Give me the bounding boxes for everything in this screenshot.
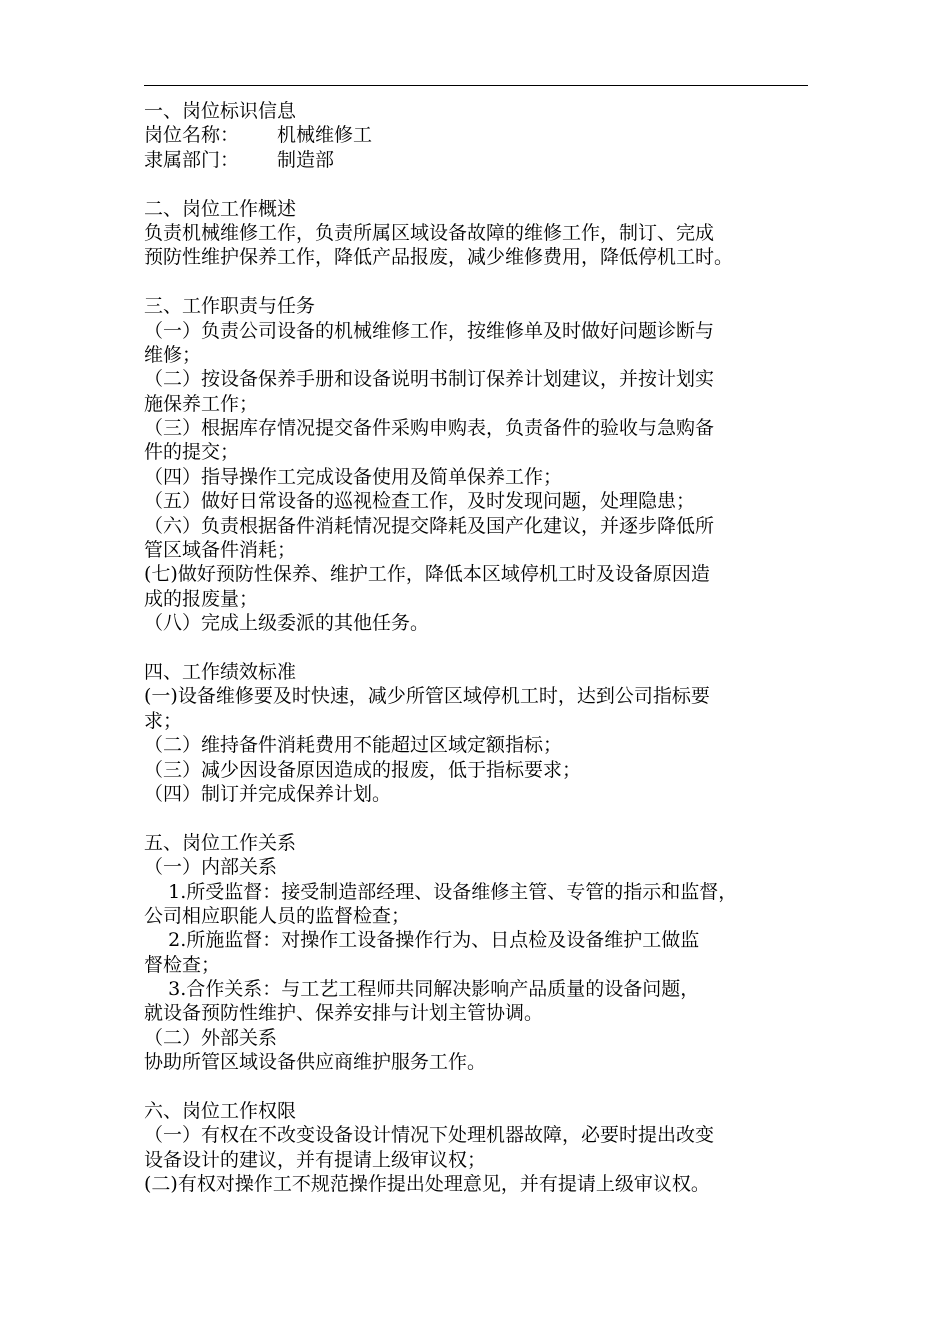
paragraph-line: 求；: [144, 709, 183, 732]
paragraph-line: （五）做好日常设备的巡视检查工作，及时发现问题，处理隐患；: [144, 490, 696, 513]
paragraph-line: （八）完成上级委派的其他任务。: [144, 612, 430, 635]
paragraph-line: （一）负责公司设备的机械维修工作，按维修单及时做好问题诊断与: [144, 319, 715, 342]
section-heading: 二、岗位工作概述: [144, 197, 297, 220]
paragraph-line: 就设备预防性维护、保养安排与计划主管协调。: [144, 1002, 544, 1025]
paragraph-line: 成的报废量；: [144, 587, 259, 610]
paragraph-line: （三）根据库存情况提交备件采购申购表，负责备件的验收与急购备: [144, 417, 715, 440]
paragraph-line: （六）负责根据备件消耗情况提交降耗及国产化建议，并逐步降低所: [144, 514, 715, 537]
section-heading: 五、岗位工作关系: [144, 831, 297, 854]
document-body: [144, 99, 808, 1197]
position-name-row: [144, 123, 808, 147]
paragraph-line: 件的提交；: [144, 441, 240, 464]
paragraph-line: (二)有权对操作工不规范操作提出处理意见，并有提请上级审议权。: [144, 1173, 710, 1196]
paragraph-line: 1.所受监督：接受制造部经理、设备维修主管、专管的指示和监督，: [144, 880, 738, 903]
paragraph-line: (一)设备维修要及时快速，减少所管区域停机工时，达到公司指标要: [144, 685, 710, 708]
paragraph-line: （二）维持备件消耗费用不能超过区域定额指标；: [144, 734, 563, 757]
paragraph-line: （一）有权在不改变设备设计情况下处理机器故障，必要时提出改变: [144, 1124, 715, 1147]
paragraph-line: （四）指导操作工完成设备使用及简单保养工作；: [144, 465, 563, 488]
position-name-value: 机械维修工: [277, 124, 373, 147]
paragraph-line: （四）制订并完成保养计划。: [144, 782, 392, 805]
paragraph-line: 2.所施监督：对操作工设备操作行为、日点检及设备维护工做监: [144, 929, 700, 952]
paragraph-line: 施保养工作；: [144, 392, 259, 415]
paragraph-line: （二）外部关系: [144, 1026, 278, 1049]
department-row: [144, 148, 808, 172]
section-heading: 四、工作绩效标准: [144, 660, 297, 683]
department-label: 隶属部门：: [144, 148, 240, 171]
section-heading: 三、工作职责与任务: [144, 295, 316, 318]
paragraph-line: (七)做好预防性保养、维护工作，降低本区域停机工时及设备原因造: [144, 563, 710, 586]
paragraph-line: 3.合作关系：与工艺工程师共同解决影响产品质量的设备问题，: [144, 978, 700, 1001]
paragraph-line: 维修；: [144, 343, 202, 366]
paragraph-line: 负责机械维修工作，负责所属区域设备故障的维修工作，制订、完成: [144, 221, 715, 244]
position-name-label: 岗位名称：: [144, 124, 240, 147]
paragraph-line: 设备设计的建议，并有提请上级审议权；: [144, 1148, 487, 1171]
paragraph-line: 管区域备件消耗；: [144, 539, 297, 562]
paragraph-line: 协助所管区域设备供应商维护服务工作。: [144, 1051, 487, 1074]
paragraph-line: （一）内部关系: [144, 856, 278, 879]
paragraph-line: 公司相应职能人员的监督检查；: [144, 904, 411, 927]
paragraph-line: 预防性维护保养工作，降低产品报废，减少维修费用，降低停机工时。: [144, 246, 734, 269]
section-heading: 一、岗位标识信息: [144, 100, 297, 122]
header-rule: [144, 85, 808, 86]
paragraph-line: （三）减少因设备原因造成的报废，低于指标要求；: [144, 758, 582, 781]
section-heading: 六、岗位工作权限: [144, 1100, 297, 1123]
paragraph-line: （二）按设备保养手册和设备说明书制订保养计划建议，并按计划实: [144, 368, 715, 391]
department-value: 制造部: [277, 148, 335, 171]
paragraph-line: 督检查；: [144, 953, 221, 976]
